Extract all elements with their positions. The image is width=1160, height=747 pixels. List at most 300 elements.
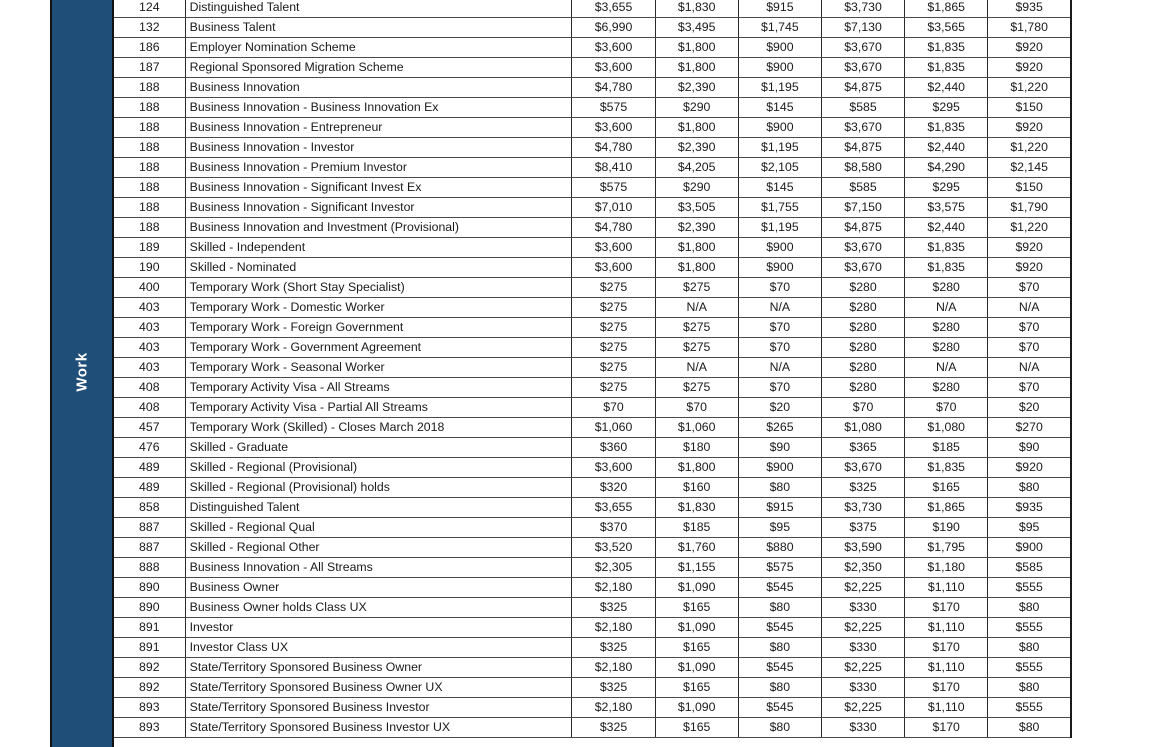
fee-value-1: $325 bbox=[572, 638, 655, 658]
fee-value-5: $280 bbox=[905, 318, 988, 338]
visa-name: Business Talent bbox=[185, 18, 572, 38]
visa-name: Temporary Activity Visa - Partial All Streams bbox=[185, 398, 572, 418]
fee-value-1: $3,520 bbox=[572, 538, 655, 558]
visa-name: Temporary Work - Domestic Worker bbox=[185, 298, 572, 318]
fee-value-5: $170 bbox=[905, 598, 988, 618]
fee-value-4: $8,580 bbox=[821, 158, 904, 178]
fee-value-6: $1,220 bbox=[988, 138, 1071, 158]
visa-name: State/Territory Sponsored Business Investor bbox=[185, 698, 572, 718]
fee-value-3: $545 bbox=[738, 618, 821, 638]
fee-value-1: $275 bbox=[572, 358, 655, 378]
fee-value-4: $330 bbox=[821, 718, 904, 738]
fees-table-container bbox=[112, 0, 1074, 738]
table-row bbox=[113, 438, 1071, 458]
fee-value-2: $2,390 bbox=[655, 138, 738, 158]
fee-value-1: $275 bbox=[572, 278, 655, 298]
fee-value-2: $1,155 bbox=[655, 558, 738, 578]
fee-value-3: $545 bbox=[738, 698, 821, 718]
fee-value-5: $1,110 bbox=[905, 578, 988, 598]
fee-value-2: $1,800 bbox=[655, 38, 738, 58]
fee-value-2: $275 bbox=[655, 318, 738, 338]
fee-value-1: $6,990 bbox=[572, 18, 655, 38]
fee-value-6: $2,145 bbox=[988, 158, 1071, 178]
fee-value-4: $4,875 bbox=[821, 218, 904, 238]
fee-value-2: $1,090 bbox=[655, 698, 738, 718]
fee-value-4: $3,670 bbox=[821, 38, 904, 58]
visa-name: Business Innovation and Investment (Provisional) bbox=[185, 218, 572, 238]
fee-value-4: $280 bbox=[821, 358, 904, 378]
fee-value-3: $900 bbox=[738, 38, 821, 58]
visa-name: Skilled - Regional (Provisional) bbox=[185, 458, 572, 478]
fee-value-2: $180 bbox=[655, 438, 738, 458]
visa-name: State/Territory Sponsored Business Investor UX bbox=[185, 718, 572, 738]
fee-value-6: $80 bbox=[988, 638, 1071, 658]
visa-name: Temporary Work (Skilled) - Closes March 2018 bbox=[185, 418, 572, 438]
visa-subclass-id: 890 bbox=[113, 578, 185, 598]
table-row bbox=[113, 638, 1071, 658]
fee-value-2: N/A bbox=[655, 358, 738, 378]
fee-value-1: $2,180 bbox=[572, 578, 655, 598]
fee-value-2: $1,830 bbox=[655, 498, 738, 518]
visa-name: Skilled - Regional (Provisional) holds bbox=[185, 478, 572, 498]
fee-value-1: $325 bbox=[572, 678, 655, 698]
fee-value-2: $1,830 bbox=[655, 0, 738, 18]
fee-value-6: $150 bbox=[988, 178, 1071, 198]
visa-name: Business Innovation - Significant Invest Ex bbox=[185, 178, 572, 198]
fee-value-1: $3,600 bbox=[572, 458, 655, 478]
visa-name: Investor bbox=[185, 618, 572, 638]
visa-name: Business Innovation - Business Innovation Ex bbox=[185, 98, 572, 118]
fee-value-5: $1,835 bbox=[905, 38, 988, 58]
fee-value-5: $190 bbox=[905, 518, 988, 538]
fee-value-4: $4,875 bbox=[821, 78, 904, 98]
fee-value-2: $1,060 bbox=[655, 418, 738, 438]
visa-subclass-id: 188 bbox=[113, 98, 185, 118]
fee-value-1: $575 bbox=[572, 178, 655, 198]
table-row bbox=[113, 258, 1071, 278]
fee-value-1: $2,180 bbox=[572, 698, 655, 718]
visa-subclass-id: 408 bbox=[113, 398, 185, 418]
visa-subclass-id: 188 bbox=[113, 118, 185, 138]
fee-value-4: $585 bbox=[821, 98, 904, 118]
visa-subclass-id: 188 bbox=[113, 198, 185, 218]
table-row bbox=[113, 298, 1071, 318]
visa-subclass-id: 403 bbox=[113, 358, 185, 378]
table-row bbox=[113, 458, 1071, 478]
fee-value-3: $90 bbox=[738, 438, 821, 458]
fee-value-4: $280 bbox=[821, 298, 904, 318]
visa-name: State/Territory Sponsored Business Owner bbox=[185, 658, 572, 678]
fee-value-1: $3,600 bbox=[572, 258, 655, 278]
visa-name: Business Innovation - All Streams bbox=[185, 558, 572, 578]
fee-value-6: $935 bbox=[988, 498, 1071, 518]
visa-subclass-id: 489 bbox=[113, 478, 185, 498]
table-row bbox=[113, 618, 1071, 638]
fee-value-2: $1,090 bbox=[655, 658, 738, 678]
visa-name: Employer Nomination Scheme bbox=[185, 38, 572, 58]
fee-value-2: $3,505 bbox=[655, 198, 738, 218]
table-row bbox=[113, 318, 1071, 338]
visa-name: Distinguished Talent bbox=[185, 0, 572, 18]
fee-value-4: $3,730 bbox=[821, 498, 904, 518]
fee-value-5: $170 bbox=[905, 638, 988, 658]
fee-value-3: $915 bbox=[738, 498, 821, 518]
visa-subclass-id: 887 bbox=[113, 538, 185, 558]
fee-value-1: $275 bbox=[572, 338, 655, 358]
fee-value-4: $2,350 bbox=[821, 558, 904, 578]
fee-value-3: N/A bbox=[738, 298, 821, 318]
fee-value-5: $1,865 bbox=[905, 498, 988, 518]
fee-value-4: $3,590 bbox=[821, 538, 904, 558]
fee-value-6: $70 bbox=[988, 378, 1071, 398]
category-band-work bbox=[50, 0, 114, 747]
fee-value-5: $170 bbox=[905, 718, 988, 738]
fee-value-4: $280 bbox=[821, 278, 904, 298]
table-row bbox=[113, 718, 1071, 738]
visa-subclass-id: 408 bbox=[113, 378, 185, 398]
fee-value-6: $900 bbox=[988, 538, 1071, 558]
table-row bbox=[113, 538, 1071, 558]
fee-value-1: $70 bbox=[572, 398, 655, 418]
fee-value-1: $3,600 bbox=[572, 38, 655, 58]
fee-value-2: $185 bbox=[655, 518, 738, 538]
fee-value-1: $320 bbox=[572, 478, 655, 498]
visa-name: Business Innovation - Entrepreneur bbox=[185, 118, 572, 138]
table-row bbox=[113, 238, 1071, 258]
table-row bbox=[113, 58, 1071, 78]
fee-value-5: $2,440 bbox=[905, 218, 988, 238]
fee-value-1: $325 bbox=[572, 718, 655, 738]
fee-value-6: $150 bbox=[988, 98, 1071, 118]
table-row bbox=[113, 678, 1071, 698]
fee-value-1: $3,600 bbox=[572, 58, 655, 78]
visa-subclass-id: 403 bbox=[113, 298, 185, 318]
fee-value-5: N/A bbox=[905, 358, 988, 378]
fee-value-3: $900 bbox=[738, 458, 821, 478]
fee-value-2: $1,090 bbox=[655, 578, 738, 598]
table-row bbox=[113, 478, 1071, 498]
table-row bbox=[113, 158, 1071, 178]
fee-value-6: $80 bbox=[988, 478, 1071, 498]
fee-value-3: $880 bbox=[738, 538, 821, 558]
fee-value-1: $275 bbox=[572, 378, 655, 398]
visa-subclass-id: 887 bbox=[113, 518, 185, 538]
fee-value-4: $3,670 bbox=[821, 58, 904, 78]
visa-name: Business Owner bbox=[185, 578, 572, 598]
table-row bbox=[113, 218, 1071, 238]
fee-value-5: $1,110 bbox=[905, 618, 988, 638]
fee-value-5: $280 bbox=[905, 378, 988, 398]
table-row bbox=[113, 578, 1071, 598]
fee-value-4: $7,130 bbox=[821, 18, 904, 38]
visa-fees-table-body bbox=[113, 0, 1071, 738]
fee-value-3: $1,745 bbox=[738, 18, 821, 38]
fee-value-3: $80 bbox=[738, 678, 821, 698]
fee-value-2: $4,205 bbox=[655, 158, 738, 178]
fee-value-2: $2,390 bbox=[655, 78, 738, 98]
fee-value-5: $1,080 bbox=[905, 418, 988, 438]
fee-value-3: $70 bbox=[738, 378, 821, 398]
fee-value-5: $1,835 bbox=[905, 258, 988, 278]
fee-value-6: $920 bbox=[988, 458, 1071, 478]
fee-value-6: $1,220 bbox=[988, 78, 1071, 98]
fee-value-4: $70 bbox=[821, 398, 904, 418]
fee-value-2: $275 bbox=[655, 278, 738, 298]
fee-value-2: $1,800 bbox=[655, 458, 738, 478]
fee-value-4: $2,225 bbox=[821, 658, 904, 678]
fee-value-3: $70 bbox=[738, 338, 821, 358]
visa-fees-table bbox=[112, 0, 1072, 738]
visa-subclass-id: 858 bbox=[113, 498, 185, 518]
fee-value-1: $7,010 bbox=[572, 198, 655, 218]
visa-name: Temporary Work (Short Stay Specialist) bbox=[185, 278, 572, 298]
fee-value-3: $900 bbox=[738, 58, 821, 78]
fee-value-3: $1,195 bbox=[738, 78, 821, 98]
visa-name: Investor Class UX bbox=[185, 638, 572, 658]
visa-subclass-id: 124 bbox=[113, 0, 185, 18]
fee-value-4: $4,875 bbox=[821, 138, 904, 158]
visa-name: Temporary Work - Seasonal Worker bbox=[185, 358, 572, 378]
visa-subclass-id: 186 bbox=[113, 38, 185, 58]
fee-value-6: $270 bbox=[988, 418, 1071, 438]
visa-subclass-id: 188 bbox=[113, 218, 185, 238]
table-row bbox=[113, 658, 1071, 678]
table-row bbox=[113, 198, 1071, 218]
fee-value-6: $920 bbox=[988, 58, 1071, 78]
visa-subclass-id: 893 bbox=[113, 698, 185, 718]
visa-name: Distinguished Talent bbox=[185, 498, 572, 518]
fee-value-2: $290 bbox=[655, 98, 738, 118]
fee-value-1: $275 bbox=[572, 318, 655, 338]
fee-value-1: $3,655 bbox=[572, 0, 655, 18]
visa-name: Business Owner holds Class UX bbox=[185, 598, 572, 618]
fee-value-4: $3,670 bbox=[821, 118, 904, 138]
fee-value-5: $1,110 bbox=[905, 698, 988, 718]
fee-value-2: $70 bbox=[655, 398, 738, 418]
fee-value-6: $95 bbox=[988, 518, 1071, 538]
category-band-label: Work bbox=[73, 351, 91, 392]
visa-subclass-id: 189 bbox=[113, 238, 185, 258]
visa-subclass-id: 190 bbox=[113, 258, 185, 278]
fee-value-2: $165 bbox=[655, 638, 738, 658]
fee-value-4: $330 bbox=[821, 638, 904, 658]
fee-value-2: $165 bbox=[655, 678, 738, 698]
visa-subclass-id: 188 bbox=[113, 178, 185, 198]
fee-value-5: $165 bbox=[905, 478, 988, 498]
fee-value-5: $3,565 bbox=[905, 18, 988, 38]
fee-value-5: $3,575 bbox=[905, 198, 988, 218]
fee-value-1: $2,305 bbox=[572, 558, 655, 578]
fee-value-6: $80 bbox=[988, 718, 1071, 738]
fee-value-3: $545 bbox=[738, 578, 821, 598]
fee-value-5: $1,835 bbox=[905, 58, 988, 78]
fee-value-3: $70 bbox=[738, 318, 821, 338]
fee-value-5: $170 bbox=[905, 678, 988, 698]
visa-subclass-id: 892 bbox=[113, 678, 185, 698]
table-row bbox=[113, 138, 1071, 158]
fee-value-3: $575 bbox=[738, 558, 821, 578]
table-row bbox=[113, 278, 1071, 298]
fee-value-3: $95 bbox=[738, 518, 821, 538]
fee-value-5: N/A bbox=[905, 298, 988, 318]
fee-value-5: $1,835 bbox=[905, 238, 988, 258]
fee-value-5: $295 bbox=[905, 178, 988, 198]
fee-value-6: $555 bbox=[988, 658, 1071, 678]
table-row bbox=[113, 598, 1071, 618]
fee-value-2: $165 bbox=[655, 598, 738, 618]
fee-value-6: $20 bbox=[988, 398, 1071, 418]
fee-value-6: N/A bbox=[988, 298, 1071, 318]
visa-name: Skilled - Regional Qual bbox=[185, 518, 572, 538]
fee-value-4: $1,080 bbox=[821, 418, 904, 438]
fee-value-4: $3,730 bbox=[821, 0, 904, 18]
table-row bbox=[113, 358, 1071, 378]
table-row bbox=[113, 398, 1071, 418]
fee-value-4: $585 bbox=[821, 178, 904, 198]
visa-name: Business Innovation bbox=[185, 78, 572, 98]
fee-value-1: $325 bbox=[572, 598, 655, 618]
fee-value-3: $545 bbox=[738, 658, 821, 678]
fee-value-3: $70 bbox=[738, 278, 821, 298]
fee-value-3: $80 bbox=[738, 478, 821, 498]
fee-value-1: $575 bbox=[572, 98, 655, 118]
fee-value-1: $2,180 bbox=[572, 658, 655, 678]
visa-subclass-id: 403 bbox=[113, 338, 185, 358]
fee-value-2: $3,495 bbox=[655, 18, 738, 38]
fee-value-5: $280 bbox=[905, 278, 988, 298]
fee-value-5: $2,440 bbox=[905, 78, 988, 98]
fee-value-3: $900 bbox=[738, 238, 821, 258]
fee-value-6: $920 bbox=[988, 238, 1071, 258]
fee-value-3: $80 bbox=[738, 638, 821, 658]
fee-value-4: $280 bbox=[821, 338, 904, 358]
fee-value-1: $1,060 bbox=[572, 418, 655, 438]
fee-value-5: $1,835 bbox=[905, 458, 988, 478]
visa-subclass-id: 188 bbox=[113, 138, 185, 158]
fee-value-4: $325 bbox=[821, 478, 904, 498]
fee-value-5: $295 bbox=[905, 98, 988, 118]
visa-name: Business Innovation - Investor bbox=[185, 138, 572, 158]
fee-value-2: $1,800 bbox=[655, 258, 738, 278]
fee-value-1: $4,780 bbox=[572, 218, 655, 238]
table-row bbox=[113, 518, 1071, 538]
fee-value-6: $555 bbox=[988, 618, 1071, 638]
visa-name: State/Territory Sponsored Business Owner UX bbox=[185, 678, 572, 698]
visa-subclass-id: 890 bbox=[113, 598, 185, 618]
fee-value-4: $330 bbox=[821, 598, 904, 618]
visa-subclass-id: 893 bbox=[113, 718, 185, 738]
visa-name: Temporary Work - Government Agreement bbox=[185, 338, 572, 358]
fee-value-2: $2,390 bbox=[655, 218, 738, 238]
table-row bbox=[113, 558, 1071, 578]
fee-value-3: $80 bbox=[738, 718, 821, 738]
fee-value-1: $2,180 bbox=[572, 618, 655, 638]
fee-value-6: $1,220 bbox=[988, 218, 1071, 238]
visa-subclass-id: 188 bbox=[113, 78, 185, 98]
fee-value-1: $3,600 bbox=[572, 238, 655, 258]
visa-name: Business Innovation - Premium Investor bbox=[185, 158, 572, 178]
fee-value-6: $585 bbox=[988, 558, 1071, 578]
fee-value-3: $145 bbox=[738, 178, 821, 198]
table-row bbox=[113, 418, 1071, 438]
fee-value-3: $265 bbox=[738, 418, 821, 438]
fee-value-6: $90 bbox=[988, 438, 1071, 458]
visa-subclass-id: 892 bbox=[113, 658, 185, 678]
fee-value-6: $1,780 bbox=[988, 18, 1071, 38]
fee-value-1: $3,655 bbox=[572, 498, 655, 518]
fee-value-5: $1,835 bbox=[905, 118, 988, 138]
fee-value-6: $555 bbox=[988, 698, 1071, 718]
fee-value-1: $370 bbox=[572, 518, 655, 538]
fee-value-1: $8,410 bbox=[572, 158, 655, 178]
fee-value-1: $4,780 bbox=[572, 138, 655, 158]
table-row bbox=[113, 98, 1071, 118]
fee-value-3: $900 bbox=[738, 258, 821, 278]
fee-value-2: $1,800 bbox=[655, 118, 738, 138]
fee-value-4: $330 bbox=[821, 678, 904, 698]
visa-name: Skilled - Independent bbox=[185, 238, 572, 258]
fee-value-4: $280 bbox=[821, 378, 904, 398]
fee-value-4: $3,670 bbox=[821, 458, 904, 478]
fee-value-3: $2,105 bbox=[738, 158, 821, 178]
visa-name: Skilled - Nominated bbox=[185, 258, 572, 278]
fee-value-6: $920 bbox=[988, 258, 1071, 278]
fee-value-6: $920 bbox=[988, 118, 1071, 138]
fee-value-4: $365 bbox=[821, 438, 904, 458]
fee-value-3: $915 bbox=[738, 0, 821, 18]
fee-value-2: $1,800 bbox=[655, 58, 738, 78]
fee-value-4: $280 bbox=[821, 318, 904, 338]
visa-name: Business Innovation - Significant Investor bbox=[185, 198, 572, 218]
fee-value-6: $80 bbox=[988, 678, 1071, 698]
table-row bbox=[113, 78, 1071, 98]
fee-value-5: $1,180 bbox=[905, 558, 988, 578]
fee-value-6: $935 bbox=[988, 0, 1071, 18]
fee-value-2: $1,800 bbox=[655, 238, 738, 258]
fee-value-2: $160 bbox=[655, 478, 738, 498]
table-row bbox=[113, 38, 1071, 58]
fee-value-6: $70 bbox=[988, 318, 1071, 338]
visa-subclass-id: 403 bbox=[113, 318, 185, 338]
fee-value-3: $1,755 bbox=[738, 198, 821, 218]
visa-name: Skilled - Graduate bbox=[185, 438, 572, 458]
fee-value-6: $1,790 bbox=[988, 198, 1071, 218]
visa-name: Skilled - Regional Other bbox=[185, 538, 572, 558]
fee-value-2: $290 bbox=[655, 178, 738, 198]
fee-value-6: $80 bbox=[988, 598, 1071, 618]
visa-subclass-id: 891 bbox=[113, 638, 185, 658]
fee-value-1: $275 bbox=[572, 298, 655, 318]
fee-value-3: $1,195 bbox=[738, 218, 821, 238]
visa-name: Regional Sponsored Migration Scheme bbox=[185, 58, 572, 78]
fee-value-5: $4,290 bbox=[905, 158, 988, 178]
fee-value-6: $920 bbox=[988, 38, 1071, 58]
visa-subclass-id: 132 bbox=[113, 18, 185, 38]
fee-value-5: $185 bbox=[905, 438, 988, 458]
fee-value-5: $280 bbox=[905, 338, 988, 358]
visa-subclass-id: 891 bbox=[113, 618, 185, 638]
fee-value-3: $1,195 bbox=[738, 138, 821, 158]
visa-name: Temporary Work - Foreign Government bbox=[185, 318, 572, 338]
table-row bbox=[113, 118, 1071, 138]
fee-value-1: $4,780 bbox=[572, 78, 655, 98]
table-row bbox=[113, 698, 1071, 718]
fee-value-2: $1,090 bbox=[655, 618, 738, 638]
fee-value-4: $2,225 bbox=[821, 698, 904, 718]
table-row bbox=[113, 0, 1071, 18]
fee-value-6: $70 bbox=[988, 278, 1071, 298]
visa-subclass-id: 400 bbox=[113, 278, 185, 298]
